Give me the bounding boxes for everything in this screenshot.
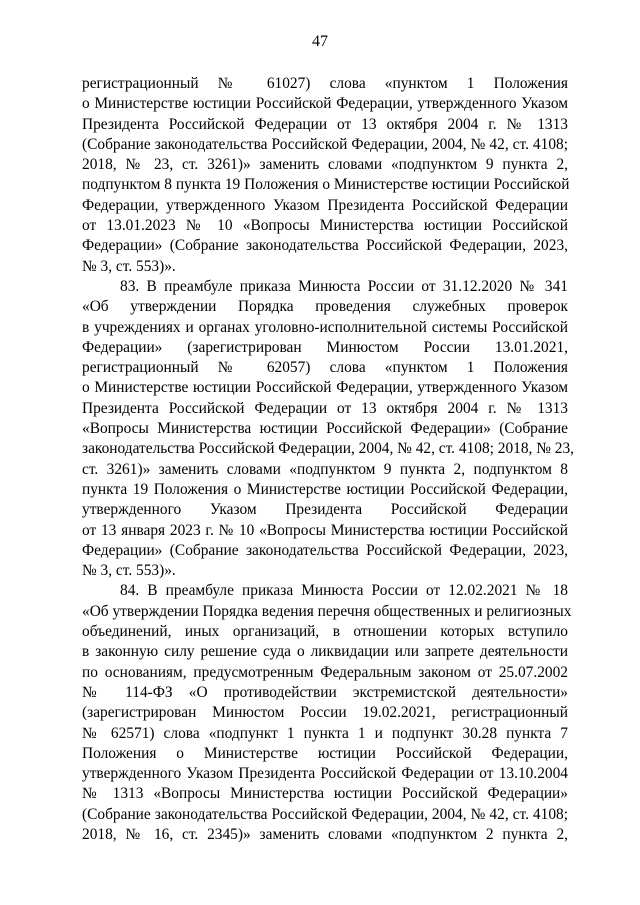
paragraph-p-83: [82, 277, 575, 581]
text-line: № 1313 «Вопросы Министерства юстиции Российской Федерации»: [82, 785, 568, 803]
text-line: законодательства Российской Федерации, 2004, № 42, ст. 4108; 2018, № 23,: [82, 440, 575, 458]
text-line: в законную силу решение суда о ликвидации или запрете деятельности: [82, 643, 568, 661]
text-line: от 13 января 2023 г. № 10 «Вопросы Министерства юстиции Российской: [82, 521, 568, 539]
text-line: 2018, № 23, ст. 3261)» заменить словами «подпунктом 9 пункта 2,: [82, 156, 568, 174]
page-number: 47: [312, 33, 328, 50]
document-body: [82, 74, 575, 845]
text-line: Федерации» (Собрание законодательства Российской Федерации, 2023,: [82, 237, 568, 255]
text-line: «Вопросы Министерства юстиции Российской Федерации» (Собрание: [82, 420, 568, 438]
text-line: о Министерстве юстиции Российской Федерации, утвержденного Указом: [82, 95, 568, 113]
text-line: о Министерстве юстиции Российской Федерации, утвержденного Указом: [82, 379, 568, 397]
text-line: утвержденного Указом Президента Российской Федерации: [82, 501, 568, 519]
text-line: пункта 19 Положения о Министерстве юстиции Российской Федерации,: [82, 480, 568, 498]
text-line: Федерации» (зарегистрирован Минюстом России 13.01.2021,: [82, 338, 568, 356]
text-line: ст. 3261)» заменить словами «подпунктом 9 пункта 2, подпунктом 8: [82, 460, 568, 478]
text-line: (Собрание законодательства Российской Федерации, 2004, № 42, ст. 4108;: [82, 135, 568, 153]
paragraph-p-cont: [82, 74, 568, 277]
text-line: от 13.01.2023 № 10 «Вопросы Министерства юстиции Российской: [82, 217, 568, 235]
text-line: подпунктом 8 пункта 19 Положения о Министерстве юстиции Российской: [82, 176, 570, 194]
text-line: Президента Российской Федерации от 13 октября 2004 г. № 1313: [82, 115, 568, 133]
text-line: 2018, № 16, ст. 2345)» заменить словами «подпунктом 2 пункта 2,: [82, 825, 568, 843]
text-line: «Об утверждении Порядка проведения служебных проверок: [82, 298, 568, 316]
paragraph-p-84: [82, 581, 572, 845]
text-line: утвержденного Указом Президента Российской Федерации от 13.10.2004: [82, 765, 568, 783]
text-line: № 62571) слова «подпункт 1 пункта 1 и подпункт 30.28 пункта 7: [82, 724, 568, 742]
text-line: Положения о Министерстве юстиции Российской Федерации,: [82, 744, 568, 762]
text-line: (Собрание законодательства Российской Федерации, 2004, № 42, ст. 4108;: [82, 805, 568, 823]
text-line: регистрационный № 61027) слова «пунктом 1 Положения: [82, 75, 568, 92]
text-line: объединений, иных организаций, в отношении которых вступило: [82, 623, 568, 641]
text-line: Федерации» (Собрание законодательства Российской Федерации, 2023,: [82, 541, 568, 559]
text-line: (зарегистрирован Минюстом России 19.02.2021, регистрационный: [82, 704, 568, 722]
text-line: Федерации, утвержденного Указом Президента Российской Федерации: [82, 196, 568, 214]
text-line: 83. В преамбуле приказа Минюста России от 31.12.2020 № 341: [120, 277, 568, 295]
text-line: Президента Российской Федерации от 13 октября 2004 г. № 1313: [82, 399, 568, 417]
text-line: по основаниям, предусмотренным Федеральным законом от 25.07.2002: [82, 663, 568, 681]
text-line: регистрационный № 62057) слова «пунктом 1 Положения: [82, 359, 568, 377]
text-line: № 3, ст. 553)».: [82, 562, 176, 580]
text-line: № 3, ст. 553)».: [82, 257, 176, 275]
text-line: 84. В преамбуле приказа Минюста России от 12.02.2021 № 18: [120, 582, 568, 600]
text-line: «Об утверждении Порядка ведения перечня общественных и религиозных: [82, 602, 572, 620]
text-line: № 114-ФЗ «О противодействии экстремистской деятельности»: [82, 683, 568, 701]
text-line: в учреждениях и органах уголовно-исполнительной системы Российской: [82, 318, 568, 336]
